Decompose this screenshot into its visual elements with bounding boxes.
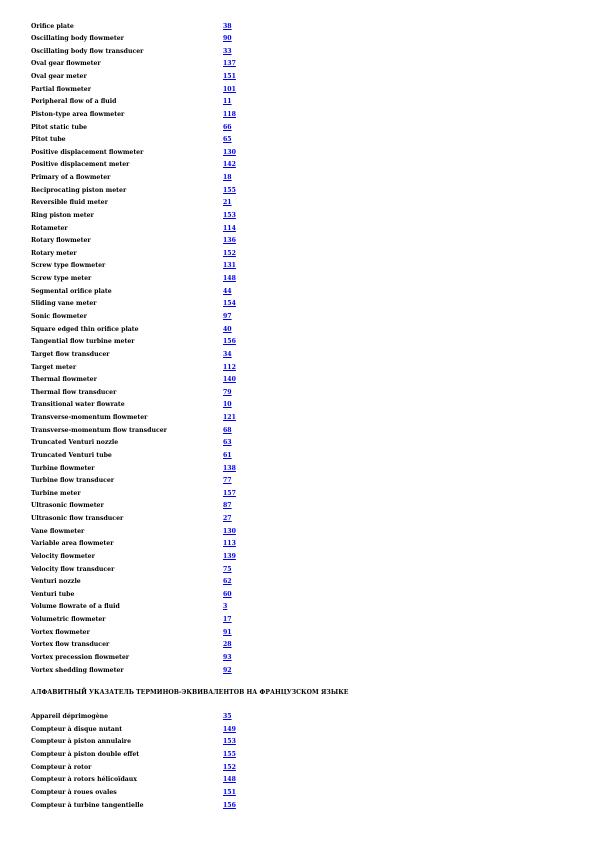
index-entry (31, 724, 291, 737)
index-entry (31, 324, 291, 337)
index-entry (31, 711, 291, 724)
page-number-link[interactable]: 152 (223, 763, 236, 771)
index-term: Compteur à rotor (31, 763, 92, 771)
index-entry (31, 463, 291, 476)
index-term: Compteur à piston annulaire (31, 738, 132, 746)
index-term: Volumetric flowmeter (31, 616, 106, 624)
page-number-link[interactable]: 136 (223, 237, 236, 245)
page-number-link[interactable]: 92 (223, 666, 232, 674)
index-term: Partial flowmeter (31, 85, 91, 93)
index-term: Sliding vane meter (31, 300, 97, 308)
index-entry (31, 576, 291, 589)
index-term: Turbine meter (31, 489, 81, 497)
page-number-link[interactable]: 140 (223, 376, 236, 384)
index-entry (31, 147, 291, 160)
index-term: Appareil déprimogène (31, 713, 109, 720)
index-term: Thermal flow transducer (31, 388, 117, 396)
index-entry (31, 210, 291, 223)
page-number-link[interactable]: 91 (223, 628, 232, 636)
index-entry (31, 273, 291, 286)
page-number-link[interactable]: 101 (223, 85, 236, 93)
page-number-link[interactable]: 93 (223, 654, 232, 661)
page-number-link[interactable]: 34 (223, 350, 232, 358)
index-entry (31, 774, 291, 787)
index-entry (31, 298, 291, 311)
index-entry (31, 800, 291, 813)
page-number-link[interactable]: 11 (223, 98, 232, 106)
page-number-link[interactable]: 21 (223, 199, 232, 207)
index-term: Compteur à rotors hélicoïdaux (31, 776, 137, 784)
page-number-link[interactable]: 154 (223, 300, 236, 308)
index-term: Vortex flowmeter (31, 628, 90, 636)
index-term: Turbine flowmeter (31, 464, 95, 472)
index-entry (31, 122, 291, 135)
index-entry (31, 248, 291, 261)
index-entry (31, 412, 291, 425)
index-entry (31, 488, 291, 501)
index-term: Sonic flowmeter (31, 312, 87, 320)
page-number-link[interactable]: 156 (223, 801, 236, 809)
page-number-link[interactable]: 97 (223, 312, 232, 320)
index-entry (31, 197, 291, 210)
index-term: Compteur à piston double effet (31, 750, 140, 758)
page-number-link[interactable]: 113 (223, 540, 236, 548)
index-entry (31, 425, 291, 438)
page-number-link[interactable]: 77 (223, 477, 232, 485)
index-entry (31, 513, 291, 526)
index-entry (31, 450, 291, 463)
page-number-link[interactable]: 61 (223, 451, 232, 459)
index-entry (31, 21, 291, 34)
index-entry (31, 736, 291, 749)
index-term: Vane flowmeter (31, 527, 85, 535)
index-term: Compteur à roues ovales (31, 788, 117, 796)
index-term: Reversible fluid meter (31, 199, 108, 207)
index-term: Peripheral flow of a fluid (31, 98, 117, 106)
page-number-link[interactable]: 149 (223, 725, 236, 733)
index-term: Vortex flow transducer (31, 641, 110, 649)
index-entry (31, 84, 291, 97)
index-term: Segmental orifice plate (31, 287, 112, 295)
page-number-link[interactable]: 79 (223, 388, 232, 396)
page-number-link[interactable]: 118 (223, 110, 236, 118)
index-term: Piston-type area flowmeter (31, 110, 125, 118)
page-number-link[interactable]: 130 (223, 527, 236, 535)
index-term: Transverse-momentum flow transducer (31, 426, 167, 434)
index-term: Primary of a flowmeter (31, 174, 111, 182)
index-term: Truncated Venturi tube (31, 451, 112, 459)
page-number-link[interactable]: 35 (223, 713, 232, 720)
index-entry (31, 33, 291, 46)
page-number-link[interactable]: 157 (223, 489, 236, 497)
index-entry (31, 235, 291, 248)
index-entry (31, 109, 291, 122)
page-number-link[interactable]: 10 (223, 401, 232, 409)
index-entry (31, 96, 291, 109)
page-number-link[interactable]: 139 (223, 552, 236, 560)
index-term: Volume flowrate of a fluid (31, 603, 120, 611)
index-entry (31, 286, 291, 299)
index-entry (31, 749, 291, 762)
index-entry (31, 538, 291, 551)
index-term: Pitot tube (31, 136, 66, 144)
index-entry (31, 475, 291, 488)
page-number-link[interactable]: 65 (223, 136, 232, 144)
index-entry (31, 437, 291, 450)
index-term: Ultrasonic flowmeter (31, 502, 104, 510)
index-entry (31, 349, 291, 362)
page-number-link[interactable]: 18 (223, 174, 232, 182)
index-entry (31, 652, 291, 665)
index-term: Oscillating body flow transducer (31, 47, 144, 55)
page-number-link[interactable]: 3 (223, 603, 228, 611)
index-entry (31, 762, 291, 775)
page-number-link[interactable]: 151 (223, 788, 236, 796)
index-term: Venturi tube (31, 590, 75, 598)
index-entry (31, 159, 291, 172)
index-entry (31, 134, 291, 147)
index-term: Vortex precession flowmeter (31, 654, 130, 661)
page-number-link[interactable]: 152 (223, 249, 236, 257)
index-term: Velocity flowmeter (31, 552, 95, 560)
index-entry (31, 260, 291, 273)
index-entry (31, 71, 291, 84)
page-number-link[interactable]: 17 (223, 616, 232, 624)
index-entry (31, 627, 291, 640)
page-number-link[interactable]: 155 (223, 186, 236, 194)
index-entry (31, 185, 291, 198)
index-entry (31, 172, 291, 185)
index-entry (31, 639, 291, 652)
index-term: Square edged thin orifice plate (31, 325, 139, 333)
page-number-link[interactable]: 112 (223, 363, 236, 371)
page-number-link[interactable]: 63 (223, 439, 232, 447)
page-number-link[interactable]: 27 (223, 515, 232, 523)
french-index-heading: АЛФАВИТНЫЙ УКАЗАТЕЛЬ ТЕРМИНОВ-ЭКВИВАЛЕНТОВ НА ФРАНЦУЗСКОМ ЯЗЫКЕ (31, 689, 349, 696)
index-term: Screw type meter (31, 275, 92, 283)
page-number-link[interactable]: 75 (223, 565, 232, 573)
page-number-link[interactable]: 130 (223, 148, 236, 156)
index-entry (31, 362, 291, 375)
page-number-link[interactable]: 151 (223, 73, 236, 81)
index-entry (31, 58, 291, 71)
index-term: Reciprocating piston meter (31, 186, 127, 194)
page-number-link[interactable]: 60 (223, 590, 232, 598)
index-entry (31, 589, 291, 602)
index-entry (31, 387, 291, 400)
page-number-link[interactable]: 68 (223, 426, 232, 434)
index-entry (31, 787, 291, 800)
index-term: Truncated Venturi nozzle (31, 439, 119, 447)
index-term: Compteur à turbine tangentielle (31, 801, 144, 809)
page-number-link[interactable]: 38 (223, 22, 232, 30)
page-number-link[interactable]: 131 (223, 262, 236, 270)
index-term: Target flow transducer (31, 350, 110, 358)
index-entry (31, 665, 291, 678)
index-term: Compteur à disque nutant (31, 725, 123, 733)
index-term: Venturi nozzle (31, 578, 81, 586)
index-entry (31, 551, 291, 564)
page-number-link[interactable]: 28 (223, 641, 232, 649)
page-number-link[interactable]: 138 (223, 464, 236, 472)
page-number-link[interactable]: 114 (223, 224, 236, 232)
index-term: Variable area flowmeter (31, 540, 114, 548)
index-entry (31, 500, 291, 513)
index-term: Pitot static tube (31, 123, 88, 131)
index-term: Oval gear flowmeter (31, 60, 101, 68)
index-term: Positive displacement flowmeter (31, 148, 144, 156)
page-number-link[interactable]: 33 (223, 47, 232, 55)
page-number-link[interactable]: 87 (223, 502, 232, 510)
page-number-link[interactable]: 156 (223, 338, 236, 346)
index-term: Transverse-momentum flowmeter (31, 414, 148, 422)
page-number-link[interactable]: 155 (223, 750, 236, 758)
index-entry (31, 311, 291, 324)
page-number-link[interactable]: 66 (223, 123, 232, 131)
index-term: Ring piston meter (31, 211, 94, 219)
page-number-link[interactable]: 137 (223, 60, 236, 68)
index-term: Positive displacement meter (31, 161, 130, 169)
page-number-link[interactable]: 142 (223, 161, 236, 169)
index-term: Rotameter (31, 224, 68, 232)
page-number-link[interactable]: 153 (223, 211, 236, 219)
index-entry (31, 223, 291, 236)
page-number-link[interactable]: 121 (223, 414, 236, 422)
index-term: Oval gear meter (31, 73, 87, 81)
index-entry (31, 336, 291, 349)
index-term: Ultrasonic flow transducer (31, 515, 124, 523)
index-term: Orifice plate (31, 22, 74, 30)
index-term: Vortex shedding flowmeter (31, 666, 124, 674)
index-entry (31, 46, 291, 59)
index-term: Oscillating body flowmeter (31, 35, 124, 43)
page-number-link[interactable]: 148 (223, 275, 236, 283)
index-entry (31, 526, 291, 539)
index-entry (31, 399, 291, 412)
page-number-link[interactable]: 44 (223, 287, 232, 295)
index-term: Rotary flowmeter (31, 237, 91, 245)
index-term: Thermal flowmeter (31, 376, 97, 384)
index-term: Screw type flowmeter (31, 262, 106, 270)
index-term: Rotary meter (31, 249, 77, 257)
index-term: Turbine flow transducer (31, 477, 115, 485)
page-number-link[interactable]: 153 (223, 738, 236, 746)
page-number-link[interactable]: 40 (223, 325, 232, 333)
index-term: Target meter (31, 363, 77, 371)
index-entry (31, 614, 291, 627)
page-number-link[interactable]: 90 (223, 35, 232, 43)
index-entry (31, 374, 291, 387)
index-term: Tangential flow turbine meter (31, 338, 135, 346)
index-entry (31, 564, 291, 577)
index-entry (31, 601, 291, 614)
index-term: Velocity flow transducer (31, 565, 115, 573)
page-number-link[interactable]: 148 (223, 776, 236, 784)
page-number-link[interactable]: 62 (223, 578, 232, 586)
index-term: Transitional water flowrate (31, 401, 125, 409)
